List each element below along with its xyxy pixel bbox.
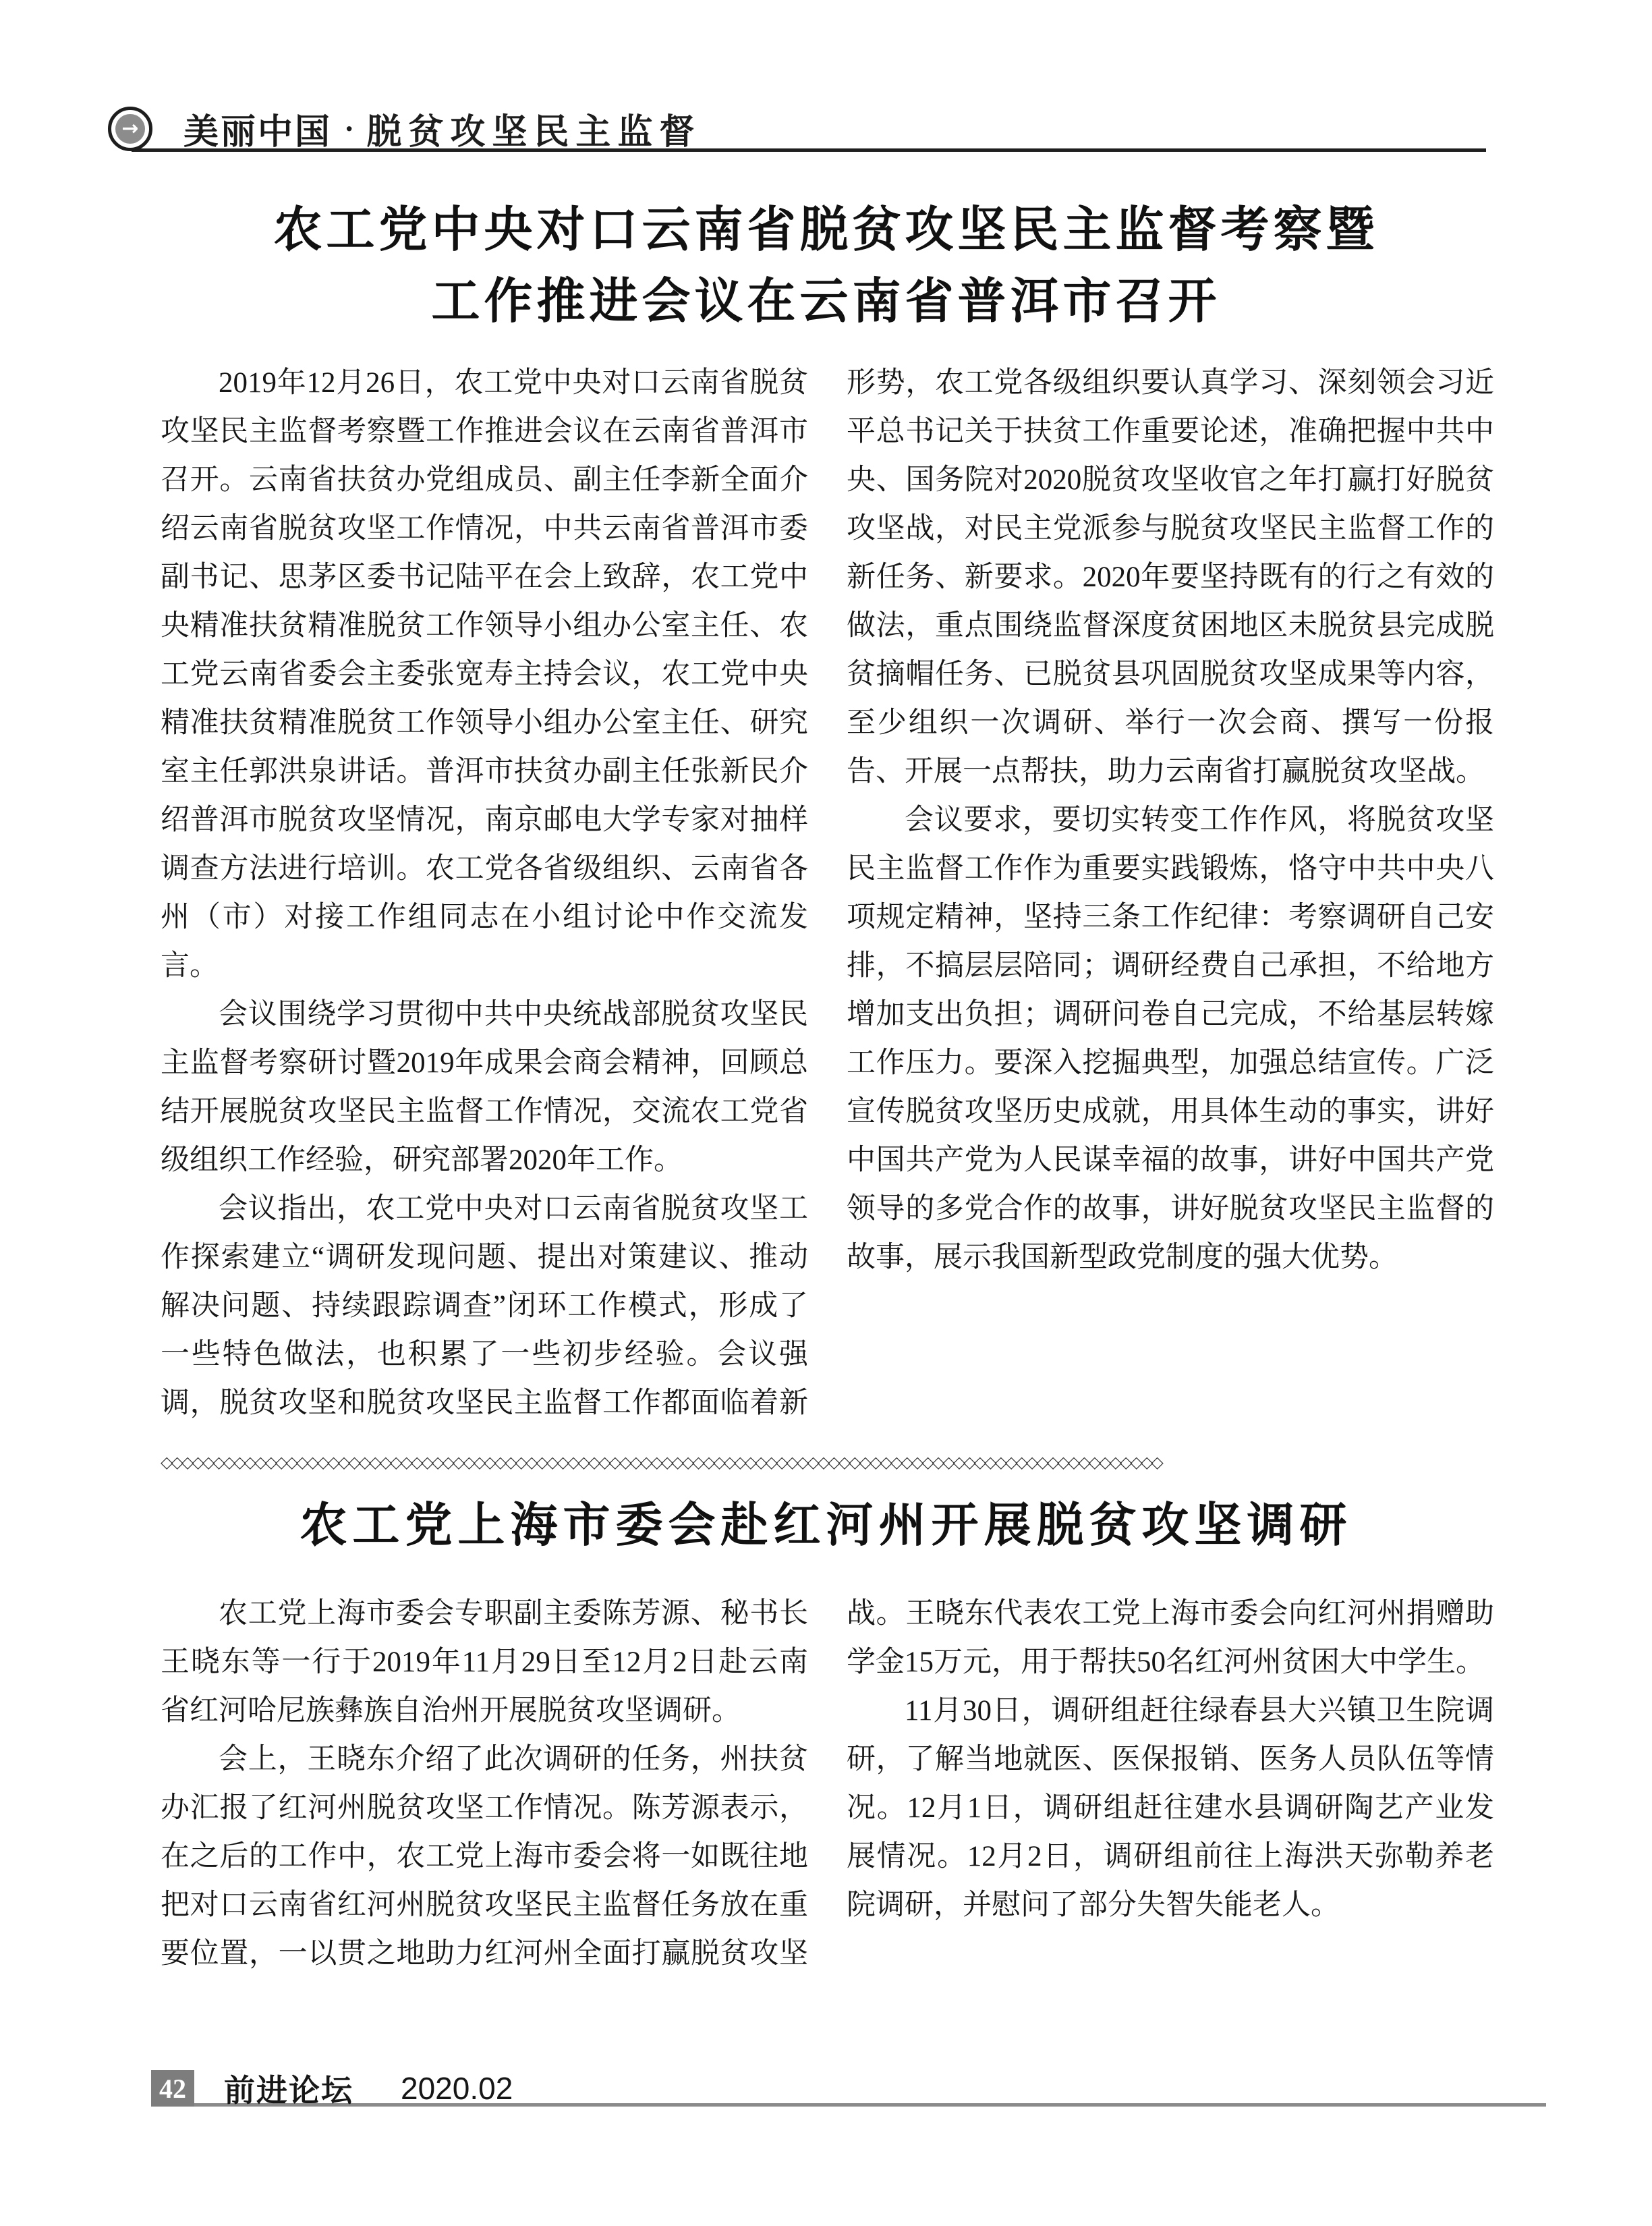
article-2-body — [161, 1590, 1494, 2030]
paragraph: 农工党上海市委会专职副主委陈芳源、秘书长王晓东等一行于2019年11月29日至12月2日赴云南省红河哈尼族彝族自治州开展脱贫攻坚调研。 — [161, 1598, 808, 1727]
article-1-title-line-1: 农工党中央对口云南省脱贫攻坚民主监督考察暨 — [273, 203, 1379, 257]
article-1-title-line-2: 工作推进会议在云南省普洱市召开 — [431, 275, 1221, 329]
paragraph: 会议要求，要切实转变工作作风，将脱贫攻坚民主监督工作作为重要实践锻炼，恪守中共中央八项规定精神，坚持三条工作纪律：考察调研自己安排，不搞层层陪同；调研经费自己承担，不给地方增加支出负担；调研问卷自己完成，不给基层转嫁工作压力。要深入挖掘典型，加强总结宣传。广泛宣传脱贫攻坚历史成就，用具体生动的事实，讲好中国共产党为人民谋幸福的故事，讲好中国共产党领导的多党合作的故事，讲好脱贫攻坚民主监督的故事，展示我国新型政党制度的强大优势。 — [847, 804, 1494, 1273]
paragraph: 会上，王晓东介绍了此次调研的任务，州扶贫办汇报了红河州脱贫攻坚工作情况。陈芳源表示，在之后的工作中，农工党上海市委会将一如既往地把对口云南省红河州脱贫攻坚民主监督任务放在重要位置，一以贯之地助力红河州全面打赢脱贫攻坚战。王晓东代表农工党上海市委会向红河州捐赠助学金15万元，用于帮扶50名红河州贫困大中学生。 — [161, 1598, 1494, 1970]
section-separator-dot: · — [344, 111, 355, 146]
arrow-right-icon: → — [115, 114, 145, 144]
issue-number: 2020.02 — [401, 2071, 513, 2106]
journal-name: 前进论坛 — [224, 2073, 353, 2108]
arrow-right-circle-icon — [108, 107, 152, 151]
page-number-badge: 42 — [151, 2070, 194, 2107]
article-1-title — [159, 194, 1493, 337]
section-name: 美丽中国 — [183, 112, 333, 152]
header-rule — [132, 148, 1486, 152]
paragraph: 会议围绕学习贯彻中共中央统战部脱贫攻坚民主监督考察研讨暨2019年成果会商会精神，回顾总结开展脱贫攻坚民主监督工作情况，交流农工党省级组织工作经验，研究部署2020年工作。 — [161, 999, 808, 1176]
paragraph: 会议指出，农工党中央对口云南省脱贫攻坚工作探索建立“调研发现问题、提出对策建议、推动解决问题、持续跟踪调查”闭环工作模式，形成了一些特色做法，也积累了一些初步经验。会议强调，脱贫攻坚和脱贫攻坚民主监督工作都面临着新形势，农工党各级组织要认真学习、深刻领会习近平总书记关于扶贫工作重要论述，准确把握中共中央、国务院对2020脱贫攻坚收官之年打赢打好脱贫攻坚战，对民主党派参与脱贫攻坚民主监督工作的新任务、新要求。2020年要坚持既有的行之有效的做法，重点围绕监督深度贫困地区未脱贫县完成脱贫摘帽任务、已脱贫县巩固脱贫攻坚成果等内容，至少组织一次调研、举行一次会商、撰写一份报告、开展一点帮扶，助力云南省打赢脱贫攻坚战。 — [161, 367, 1494, 1419]
paragraph: 11月30日，调研组赶往绿春县大兴镇卫生院调研，了解当地就医、医保报销、医务人员队伍等情况。12月1日，调研组赶往建水县调研陶艺产业发展情况。12月2日，调研组前往上海洪天弥勒养老院调研，并慰问了部分失智失能老人。 — [847, 1695, 1494, 1921]
section-header — [183, 108, 721, 152]
section-topic: 脱贫攻坚民主监督 — [366, 113, 702, 152]
article-1-body — [161, 359, 1494, 1433]
page-footer — [151, 2070, 513, 2107]
paragraph: 2019年12月26日，农工党中央对口云南省脱贫攻坚民主监督考察暨工作推进会议在云南省普洱市召开。云南省扶贫办党组成员、副主任李新全面介绍云南省脱贫攻坚工作情况，中共云南省普洱市委副书记、思茅区委书记陆平在会上致辞，农工党中央精准扶贫精准脱贫工作领导小组办公室主任、农工党云南省委会主委张宽寿主持会议，农工党中央精准扶贫精准脱贫工作领导小组办公室主任、研究室主任郭洪泉讲话。普洱市扶贫办副主任张新民介绍普洱市脱贫攻坚情况，南京邮电大学专家对抽样调查方法进行培训。农工党各省级组织、云南省各州（市）对接工作组同志在小组讨论中作交流发言。 — [161, 367, 808, 982]
article-2-title: 农工党上海市委会赴红河州开展脱贫攻坚调研 — [300, 1499, 1352, 1551]
diamond-divider: ◇◇◇◇◇◇◇◇◇◇◇◇◇◇◇◇◇◇◇◇◇◇◇◇◇◇◇◇◇◇◇◇◇◇◇◇◇◇◇◇◇◇◇◇◇◇◇◇◇◇◇◇◇◇◇◇◇◇◇◇◇◇◇◇◇◇◇◇◇◇◇◇◇◇◇◇◇◇◇◇◇◇◇◇◇◇◇◇◇◇◇◇◇◇◇◇ — [161, 1453, 1162, 1472]
